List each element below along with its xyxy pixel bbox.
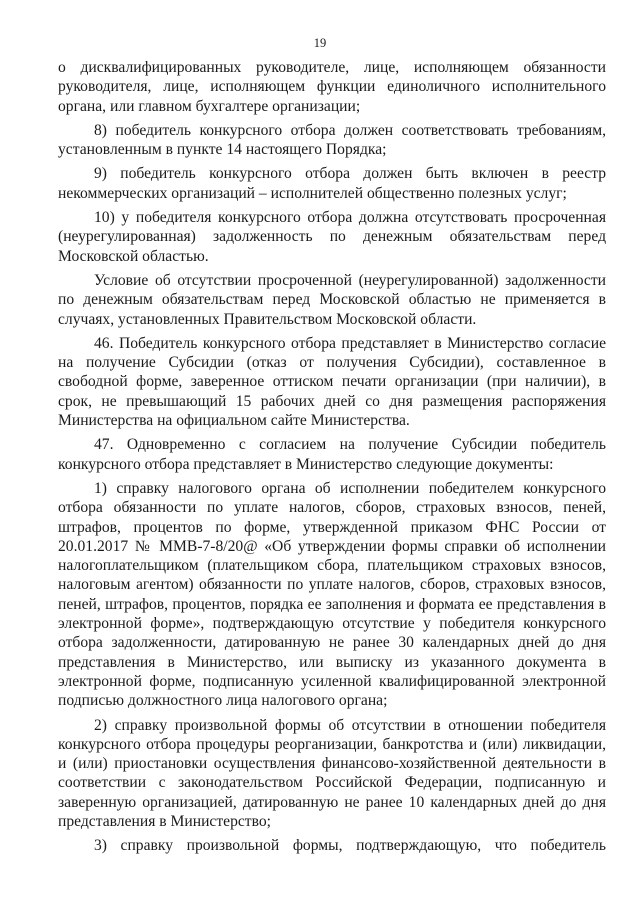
paragraph-doc-2: 2) справку произвольной формы об отсутствии в отношении победителя конкурсного отбора процедуры реорганизации, банкротства и (или) ликвидации, и (или) приостановки осуществления финансово-хозяйственной деятельности в соответствии с законодательством Российской Федерации, подписанную и заверенную организацией, датированную не ранее 10 календарных дней до дня представления в Министерство;	[58, 716, 606, 830]
paragraph-item-9: 9) победитель конкурсного отбора должен быть включен в реестр некоммерческих организаций – исполнителей общественно полезных услуг;	[58, 165, 606, 202]
document-body	[58, 58, 606, 856]
paragraph-doc-3: 3) справку произвольной формы, подтверждающую, что победитель	[94, 837, 606, 855]
paragraph-condition: Условие об отсутствии просроченной (неурегулированной) задолженности по денежным обязательствам перед Московской областью не применяется в случаях, установленных Правительством Московской области.	[58, 271, 606, 328]
paragraph-section-47: 47. Одновременно с согласием на получение Субсидии победитель конкурсного отбора представляет в Министерство следующие документы:	[58, 436, 606, 473]
paragraph-section-46: 46. Победитель конкурсного отбора представляет в Министерство согласие на получение Субсидии (отказ от получения Субсидии), составленное в свободной форме, заверенное оттиском печати организации (при наличии), в срок, не превышающий 15 рабочих дней со дня размещения распоряжения Министерства на официальном сайте Министерства.	[58, 334, 606, 430]
paragraph-doc-1: 1) справку налогового органа об исполнении победителем конкурсного отбора обязанности по уплате налогов, сборов, страховых взносов, пеней, штрафов, процентов по форме, утвержденной приказом ФНС России от 20.01.2017 № ММВ-7-8/20@ «Об утверждении формы справки об исполнении налогоплательщиком (плательщиком сбора, плательщиком страховых взносов, налоговым агентом) обязанности по уплате налогов, сборов, страховых взносов, пеней, штрафов, процентов, порядка ее заполнения и формата ее представления в электронной форме», подтверждающую отсутствие у победителя конкурсного отбора задолженности, датированную не ранее 30 календарных дней до дня представления в Министерство, или выписку из указанного документа в электронной форме, подписанную усиленной квалифицированной электронной подписью должностного лица налогового органа;	[58, 479, 606, 710]
page-number: 19	[313, 36, 327, 50]
paragraph-item-8: 8) победитель конкурсного отбора должен соответствовать требованиям, установленным в пункте 14 настоящего Порядка;	[58, 121, 606, 159]
paragraph-continuation: о дисквалифицированных руководителе, лице, исполняющем обязанности руководителя, лице, исполняющем функции единоличного исполнительного органа, или главном бухгалтере организации;	[58, 59, 606, 115]
paragraph-item-10: 10) у победителя конкурсного отбора должна отсутствовать просроченная (неурегулированная) задолженность по денежным обязательствам перед Московской областью.	[58, 209, 606, 265]
